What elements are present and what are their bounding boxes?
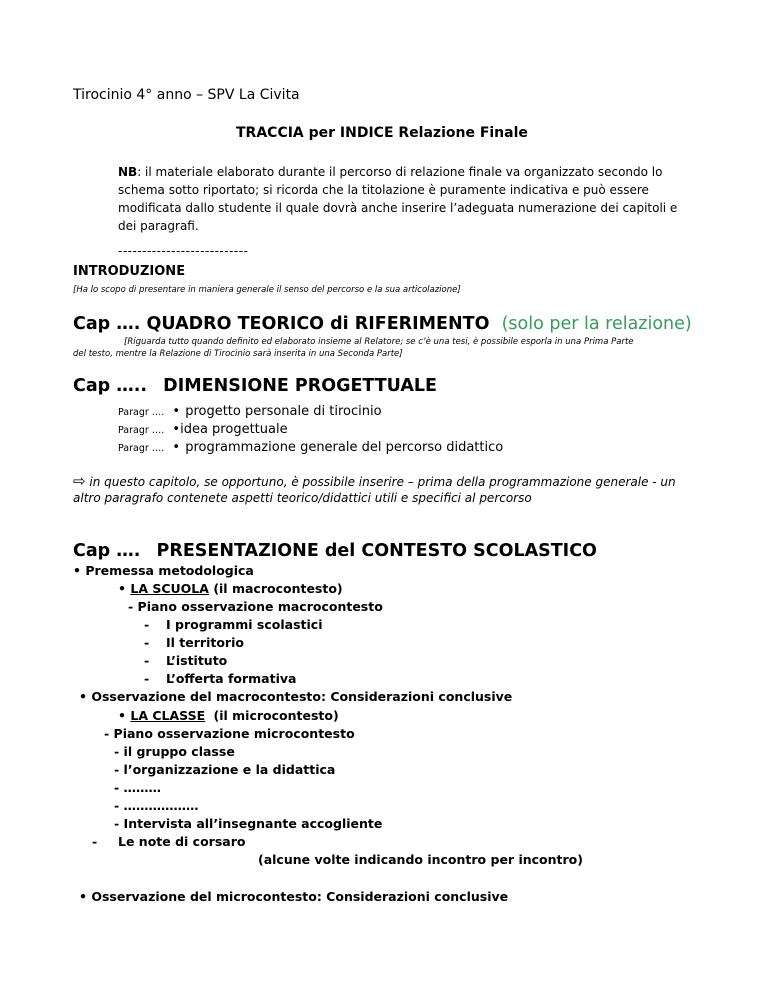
macro-item: - L’offerta formativa <box>144 671 297 686</box>
micro-line: - l’organizzazione e la didattica <box>114 762 336 777</box>
micro-line: - ……… <box>114 780 162 795</box>
cap1-note-line2: del testo, mentre la Relazione di Tirocinio sarà inserita in una Seconda Parte] <box>73 349 403 359</box>
cap2-prefix: Cap ….. <box>73 376 148 396</box>
cap3-title: PRESENTAZIONE del CONTESTO SCOLASTICO <box>156 541 597 561</box>
cap1-aside: (solo per la relazione) <box>501 314 692 334</box>
micro-conclusion: • Osservazione del microcontesto: Considerazioni conclusive <box>79 889 509 904</box>
cap2-heading <box>73 376 437 396</box>
nb-paragraph <box>118 163 678 235</box>
paragraph-item: Paragr …. •idea progettuale <box>118 422 288 437</box>
arrow-right-icon: ⇨ <box>73 472 86 490</box>
paragraph-item: Paragr …. • programmazione generale del percorso didattico <box>118 440 504 455</box>
cap1-title: QUADRO TEORICO di RIFERIMENTO <box>146 314 490 334</box>
macro-conclusion: • Osservazione del macrocontesto: Considerazioni conclusive <box>79 689 513 704</box>
document-header: Tirocinio 4° anno – SPV La Civita <box>73 87 300 103</box>
scuola-label: LA SCUOLA <box>130 581 209 596</box>
incontro-note: (alcune volte indicando incontro per incontro) <box>258 852 583 867</box>
micro-line: - ……………… <box>114 798 199 813</box>
intro-heading: INTRODUZIONE <box>73 264 186 279</box>
nb-text: : il materiale elaborato durante il percorso di relazione finale va organizzato secondo lo schema sotto riportato; si ricorda che la titolazione è puramente indicativa e può essere modificata dallo studente il quale dovrà anche inserire l’adeguata numerazione dei capitoli e dei paragrafi. <box>118 165 678 233</box>
macro-item: - I programmi scolastici <box>144 617 323 632</box>
intro-note: [Ha lo scopo di presentare in maniera generale il senso del percorso e la sua articolazione] <box>73 285 461 295</box>
paragraph-item: Paragr …. • progetto personale di tirocinio <box>118 404 382 419</box>
micro-line: - Intervista all’insegnante accogliente <box>114 816 383 831</box>
cap2-note-line1: ⇨ in questo capitolo, se opportuno, è possibile inserire – prima della programmazione generale - un <box>73 472 676 490</box>
scuola-item: • LA SCUOLA (il macrocontesto) <box>118 581 343 596</box>
cap2-note-line2: altro paragrafo contenete aspetti teorico/didattici utili e specifici al percorso <box>73 491 532 505</box>
cap1-note-line1: [Riguarda tutto quando definito ed elaborato insieme al Relatore; se c’è una tesi, è possibile esporla in una Prima Parte <box>124 337 634 347</box>
macro-item: - L’istituto <box>144 653 228 668</box>
cap1-prefix: Cap …. <box>73 314 141 334</box>
cap2-title: DIMENSIONE PROGETTUALE <box>163 376 438 396</box>
page-title: TRACCIA per INDICE Relazione Finale <box>236 125 528 141</box>
cap3-prefix: Cap …. <box>73 541 141 561</box>
macro-item: - Il territorio <box>144 635 244 650</box>
premessa-item: • Premessa metodologica <box>73 563 254 578</box>
note-corsaro-item: - Le note di corsaro <box>92 834 246 849</box>
micro-line: - Piano osservazione microcontesto <box>104 726 355 741</box>
cap1-heading <box>73 314 692 334</box>
micro-line: - il gruppo classe <box>114 744 235 759</box>
classe-label: LA CLASSE <box>130 708 206 723</box>
separator: --------------------------- <box>118 244 249 258</box>
cap3-heading <box>73 541 597 561</box>
classe-item: • LA CLASSE (il microcontesto) <box>118 708 339 723</box>
nb-label: NB <box>118 165 138 179</box>
piano-macro: - Piano osservazione macrocontesto <box>128 599 383 614</box>
